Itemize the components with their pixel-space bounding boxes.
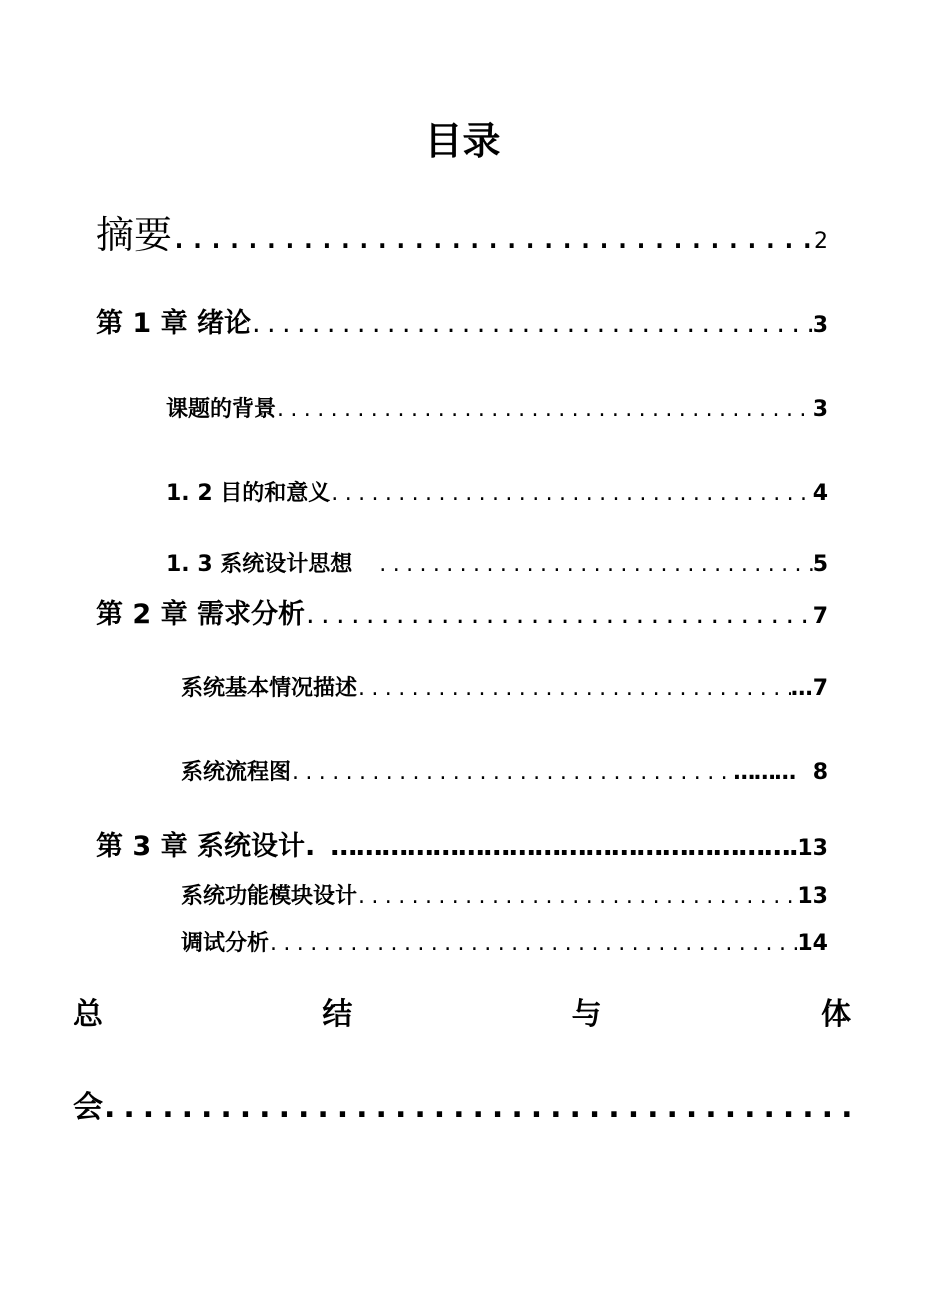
dot-leader <box>276 393 813 427</box>
toc-entry-module-design[interactable] <box>181 880 828 914</box>
dot-leader <box>269 927 797 961</box>
toc-entry-label: 系统基本情况描述 <box>181 676 358 701</box>
summary-char: 总 <box>73 997 103 1032</box>
toc-entry-background[interactable] <box>166 393 828 427</box>
toc-entry-summary-spread[interactable] <box>73 995 851 1035</box>
toc-page-number: 7 <box>812 604 828 629</box>
toc-entry-system-overview[interactable] <box>181 672 828 706</box>
toc-page-number: …7 <box>790 676 828 701</box>
dot-leader <box>357 880 797 914</box>
toc-page-number: 4 <box>812 481 828 506</box>
toc-entry-label: 系统流程图 <box>181 760 292 785</box>
toc-title: 目录 <box>424 119 501 163</box>
toc-entry-debug-analysis[interactable] <box>181 927 828 961</box>
toc-entry-label: 课题的背景 <box>166 397 277 422</box>
summary-char: 体 <box>820 997 851 1032</box>
heavy-leader: ……… <box>733 760 795 785</box>
toc-entry-chapter-2[interactable] <box>96 595 828 637</box>
toc-page-number: 5 <box>812 552 828 577</box>
summary-char: 与 <box>571 997 602 1032</box>
toc-entry-label: 第 1 章 绪论 <box>96 308 251 339</box>
dot-leader <box>378 548 812 582</box>
toc-entry-label: 1. 3 系统设计思想 <box>166 552 353 577</box>
toc-page-number: 2 <box>814 229 828 254</box>
toc-entry-label: 1. 2 目的和意义 <box>166 481 331 506</box>
toc-entry-label: 摘要 <box>96 213 173 257</box>
toc-entry-label: 系统功能模块设计 <box>181 884 358 909</box>
toc-page-number: 3 <box>812 397 828 422</box>
toc-entry-abstract[interactable] <box>96 210 828 267</box>
toc-page-number: 13 <box>797 836 828 861</box>
toc-entry-label: 会 <box>73 1090 103 1125</box>
toc-entry-chapter-3[interactable] <box>96 827 828 869</box>
toc-entry-flowchart[interactable] <box>181 756 828 790</box>
heavy-leader <box>329 827 797 867</box>
dot-leader <box>330 477 812 511</box>
toc-entry-label: 调试分析 <box>181 931 270 956</box>
toc-page-number: 8 <box>812 760 828 785</box>
toc-entry-label: 第 3 章 系统设计. <box>96 831 316 862</box>
toc-entry-label: 第 2 章 需求分析 <box>96 599 305 630</box>
dot-leader <box>103 1088 851 1128</box>
summary-char: 结 <box>322 997 353 1032</box>
dot-leader <box>305 595 813 635</box>
toc-page-number: 3 <box>812 313 828 338</box>
toc-entry-chapter-1[interactable] <box>96 304 828 346</box>
dot-leader <box>357 672 791 706</box>
dot-leader <box>251 304 813 344</box>
dot-leader <box>291 756 727 790</box>
dot-leader <box>172 210 814 260</box>
toc-page-number: 14 <box>797 931 828 956</box>
toc-entry-summary-tail[interactable] <box>73 1088 851 1128</box>
toc-entry-1-2[interactable] <box>166 477 828 511</box>
toc-entry-1-3[interactable] <box>166 548 828 582</box>
toc-page-number: 13 <box>797 884 828 909</box>
